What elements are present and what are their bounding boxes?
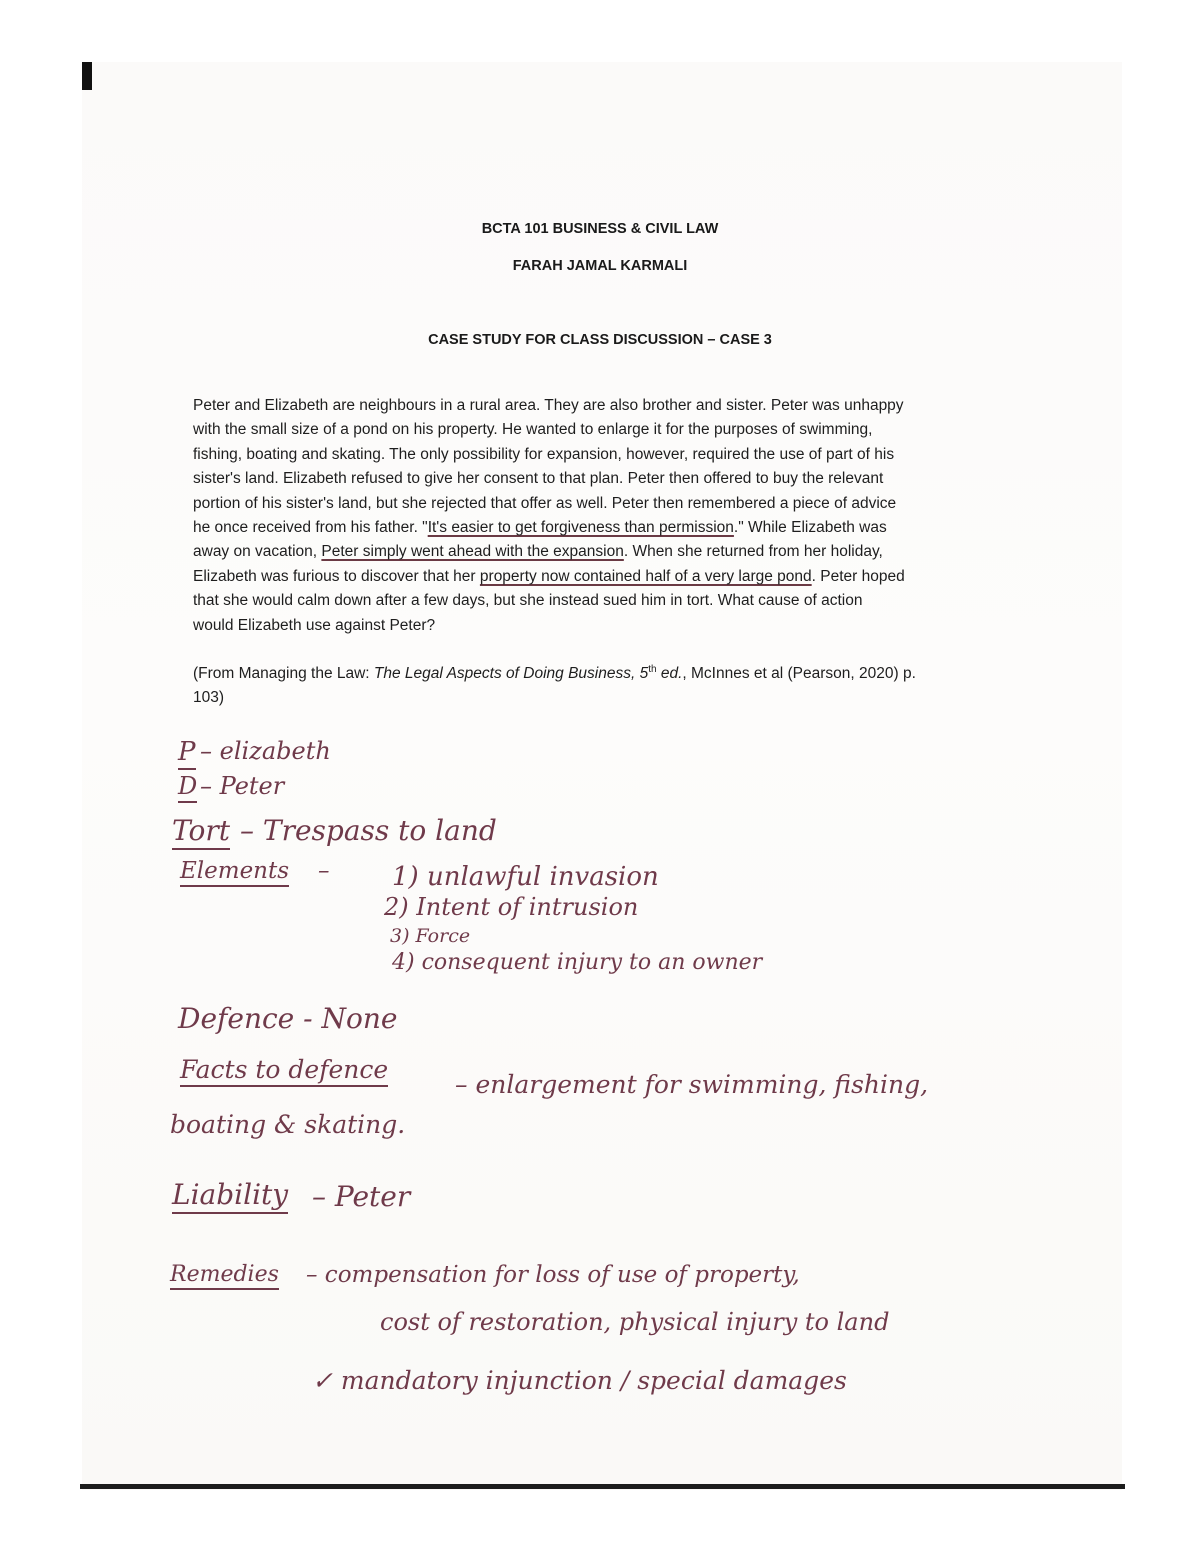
hw-element-item: 3) Force [390,925,471,947]
underlined-pond: property now contained half of a very large pond [479,567,812,585]
hw-element-item: 2) Intent of intrusion [384,893,639,921]
hw-tort-value: – Trespass to land [240,814,497,847]
case-line: fishing, boating and skating. The only possibility for expansion, however, required the use of part of his [193,445,895,463]
case-line: would Elizabeth use against Peter? [193,616,436,634]
hw-liability-value: – Peter [312,1180,411,1213]
course-title: BCTA 101 BUSINESS & CIVIL LAW [481,221,719,237]
book-title: The Legal Aspects of Doing Business, 5 [373,665,649,683]
hw-plaintiff-value: – elizabeth [200,737,331,765]
hw-defendant-label: D [178,772,197,803]
hw-remedies-line-2: cost of restoration, physical injury to land [380,1308,890,1336]
underlined-quote: It's easier to get forgiveness than permission [427,519,734,537]
hw-defence: Defence - None [178,1002,398,1035]
hw-element-item: 1) unlawful invasion [392,862,659,892]
hw-facts-value: – enlargement for swimming, fishing, [455,1070,929,1099]
case-paragraph [193,394,993,638]
case-line: Elizabeth was furious to discover that her property now contained half of a very large pond. Peter hoped [193,567,905,585]
hw-facts-label: Facts to defence [180,1055,388,1087]
hw-element-item: 4) consequent injury to an owner [392,950,763,975]
case-line: that she would calm down after a few days, but she instead sued him in tort. What cause of action [193,592,863,610]
hw-liability-label: Liability [172,1178,288,1214]
case-line: sister's land. Elizabeth refused to give her consent to that plan. Peter then offered to buy the relevant [193,470,884,488]
case-line: he once received from his father. "It's easier to get forgiveness than permission." While Elizabeth was [193,519,887,537]
author-name: FARAH JAMAL KARMALI [512,258,688,274]
case-line: away on vacation, Peter simply went ahead with the expansion. When she returned from her holiday, [193,543,883,561]
case-line: portion of his sister's land, but she rejected that offer as well. Peter then remembered a piece of advice [193,494,897,512]
hw-elements-label: Elements [180,858,289,887]
scan-corner-mark [82,62,92,90]
hw-remedies-value: – compensation for loss of use of property, [306,1262,800,1288]
hw-tort-label: Tort [172,814,230,850]
hw-facts-value-2: boating & skating. [170,1110,406,1139]
citation: (From Managing the Law: The Legal Aspects of Doing Business, 5th ed., McInnes et al (Pearson, 2020) p. 103) [193,664,916,707]
underlined-expansion: Peter simply went ahead with the expansion [321,543,624,561]
hw-plaintiff-label: P [178,737,196,770]
case-line: Peter and Elizabeth are neighbours in a rural area. They are also brother and sister. Peter was unhappy [193,397,904,414]
case-title: CASE STUDY FOR CLASS DISCUSSION – CASE 3 [428,332,772,348]
hw-defendant-value: – Peter [200,772,285,800]
case-line: with the small size of a pond on his property. He wanted to enlarge it for the purposes of swimming, [193,421,873,439]
hw-elements-dash: – [318,858,330,884]
hw-remedies-line-3: ✓ mandatory injunction / special damages [312,1366,847,1395]
hw-remedies-label: Remedies [170,1262,279,1290]
page-bottom-edge [80,1484,1125,1489]
